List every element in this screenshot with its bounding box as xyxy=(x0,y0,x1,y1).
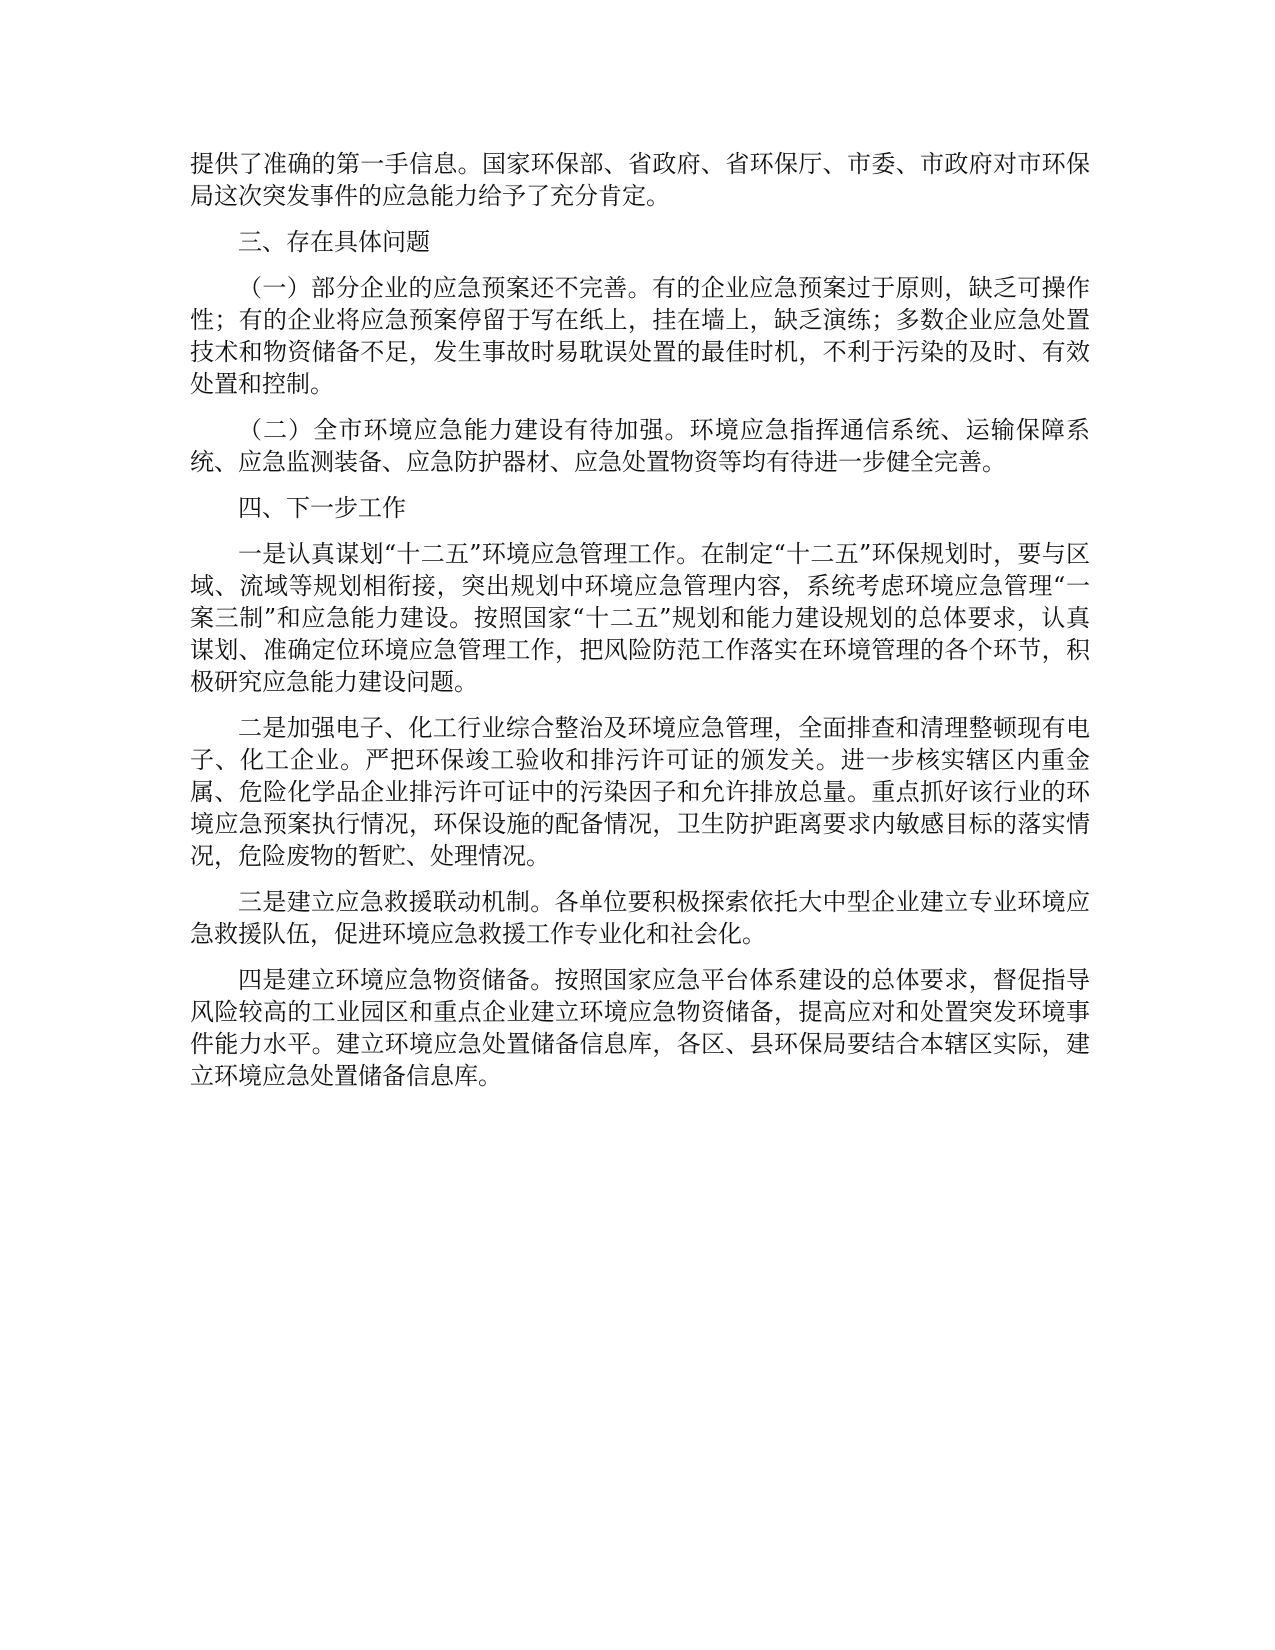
paragraph-continuation: 提供了准确的第一手信息。国家环保部、省政府、省环保厅、市委、市政府对市环保局这次突发事件的应急能力给予了充分肯定。 xyxy=(190,150,1090,210)
paragraph-next-step-2: 二是加强电子、化工行业综合整治及环境应急管理，全面排查和清理整顿现有电子、化工企业。严把环保竣工验收和排污许可证的颁发关。进一步核实辖区内重金属、危险化学品企业排污许可证中的污染因子和允许排放总量。重点抓好该行业的环境应急预案执行情况，环保设施的配备情况，卫生防护距离要求内敏感目标的落实情况，危险废物的暂贮、处理情况。 xyxy=(190,714,1090,870)
section-heading-next-steps: 四、下一步工作 xyxy=(238,494,406,522)
paragraph-problem-2: （二）全市环境应急能力建设有待加强。环境应急指挥通信系统、运输保障系统、应急监测装备、应急防护器材、应急处置物资等均有待进一步健全完善。 xyxy=(190,416,1090,476)
paragraph-next-step-1: 一是认真谋划“十二五”环境应急管理工作。在制定“十二五”环保规划时，要与区域、流域等规划相衔接，突出规划中环境应急管理内容，系统考虑环境应急管理“一案三制”和应急能力建设。按照国家“十二五”规划和能力建设规划的总体要求，认真谋划、准确定位环境应急管理工作，把风险防范工作落实在环境管理的各个环节，积极研究应急能力建设问题。 xyxy=(190,540,1090,696)
document-page xyxy=(190,148,1090,1106)
section-heading-problems: 三、存在具体问题 xyxy=(238,228,430,256)
paragraph-problem-1: （一）部分企业的应急预案还不完善。有的企业应急预案过于原则，缺乏可操作性；有的企业将应急预案停留于写在纸上，挂在墙上，缺乏演练；多数企业应急处置技术和物资储备不足，发生事故时易耽误处置的最佳时机，不利于污染的及时、有效处置和控制。 xyxy=(190,274,1090,398)
paragraph-next-step-3: 三是建立应急救援联动机制。各单位要积极探索依托大中型企业建立专业环境应急救援队伍，促进环境应急救援工作专业化和社会化。 xyxy=(190,888,1090,948)
paragraph-next-step-4: 四是建立环境应急物资储备。按照国家应急平台体系建设的总体要求，督促指导风险较高的工业园区和重点企业建立环境应急物资储备，提高应对和处置突发环境事件能力水平。建立环境应急处置储备信息库，各区、县环保局要结合本辖区实际，建立环境应急处置储备信息库。 xyxy=(190,966,1090,1090)
